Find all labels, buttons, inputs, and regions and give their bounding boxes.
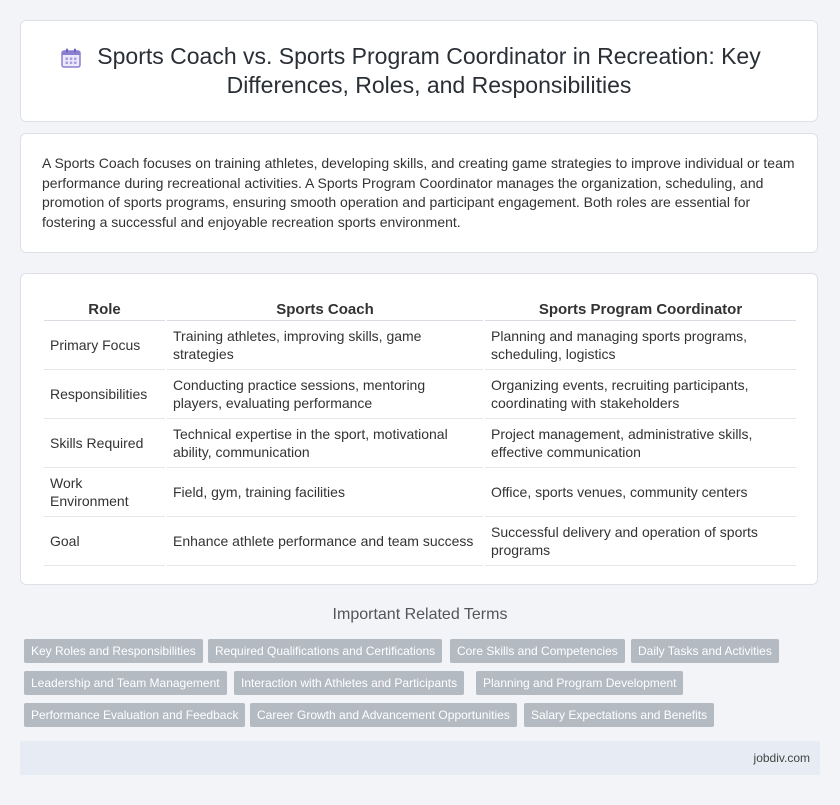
- term-tag[interactable]: Salary Expectations and Benefits: [524, 703, 714, 727]
- term-tag[interactable]: Leadership and Team Management: [24, 671, 227, 695]
- coordinator-cell: Organizing events, recruiting participants, coordinating with stakeholders: [485, 370, 796, 419]
- coach-cell: Technical expertise in the sport, motivational ability, communication: [167, 419, 483, 468]
- coach-cell: Conducting practice sessions, mentoring players, evaluating performance: [167, 370, 483, 419]
- comparison-card: [20, 273, 818, 585]
- footer-site-link[interactable]: jobdiv.com: [753, 751, 810, 765]
- coordinator-cell: Project management, administrative skills, effective communication: [485, 419, 796, 468]
- coach-cell: Training athletes, improving skills, game strategies: [167, 321, 483, 370]
- page-title: Sports Coach vs. Sports Program Coordinator in Recreation: Key Differences, Roles, and Responsibilities: [97, 43, 761, 98]
- coach-cell: Field, gym, training facilities: [167, 468, 483, 517]
- intro-paragraph: A Sports Coach focuses on training athletes, developing skills, and creating game strategies to improve individual or team performance during recreational activities. A Sports Program Coordinator manages the organization, scheduling, and promotion of sports programs, ensuring smooth operation and participant engagement. Both roles are essential for fostering a successful and enjoyable recreation sports environment.: [42, 155, 795, 230]
- term-tag[interactable]: Core Skills and Competencies: [450, 639, 625, 663]
- term-tag[interactable]: Interaction with Athletes and Participants: [234, 671, 464, 695]
- table-row: [44, 517, 796, 566]
- row-label: Work Environment: [44, 468, 165, 517]
- title-card: [20, 20, 818, 122]
- term-tag[interactable]: Daily Tasks and Activities: [631, 639, 779, 663]
- term-tag[interactable]: Key Roles and Responsibilities: [24, 639, 203, 663]
- header-sports-coach: Sports Coach: [167, 295, 483, 321]
- related-terms-title: Important Related Terms: [332, 606, 508, 623]
- coach-cell: Enhance athlete performance and team success: [167, 517, 483, 566]
- intro-card: [20, 133, 818, 253]
- row-label: Responsibilities: [44, 370, 165, 419]
- table-row: [44, 468, 796, 517]
- comparison-table: [42, 295, 798, 566]
- table-header-row: [44, 295, 796, 321]
- term-tag[interactable]: Career Growth and Advancement Opportunities: [250, 703, 517, 727]
- row-label: Skills Required: [44, 419, 165, 468]
- term-tag[interactable]: Required Qualifications and Certifications: [208, 639, 442, 663]
- footer: [20, 741, 820, 775]
- term-tag[interactable]: Performance Evaluation and Feedback: [24, 703, 245, 727]
- header-role: Role: [44, 295, 165, 321]
- header-program-coordinator: Sports Program Coordinator: [485, 295, 796, 321]
- row-label: Primary Focus: [44, 321, 165, 370]
- table-row: [44, 321, 796, 370]
- row-label: Goal: [44, 517, 165, 566]
- coordinator-cell: Successful delivery and operation of sports programs: [485, 517, 796, 566]
- coordinator-cell: Planning and managing sports programs, scheduling, logistics: [485, 321, 796, 370]
- table-row: [44, 419, 796, 468]
- term-tag[interactable]: Planning and Program Development: [476, 671, 683, 695]
- table-row: [44, 370, 796, 419]
- coordinator-cell: Office, sports venues, community centers: [485, 468, 796, 517]
